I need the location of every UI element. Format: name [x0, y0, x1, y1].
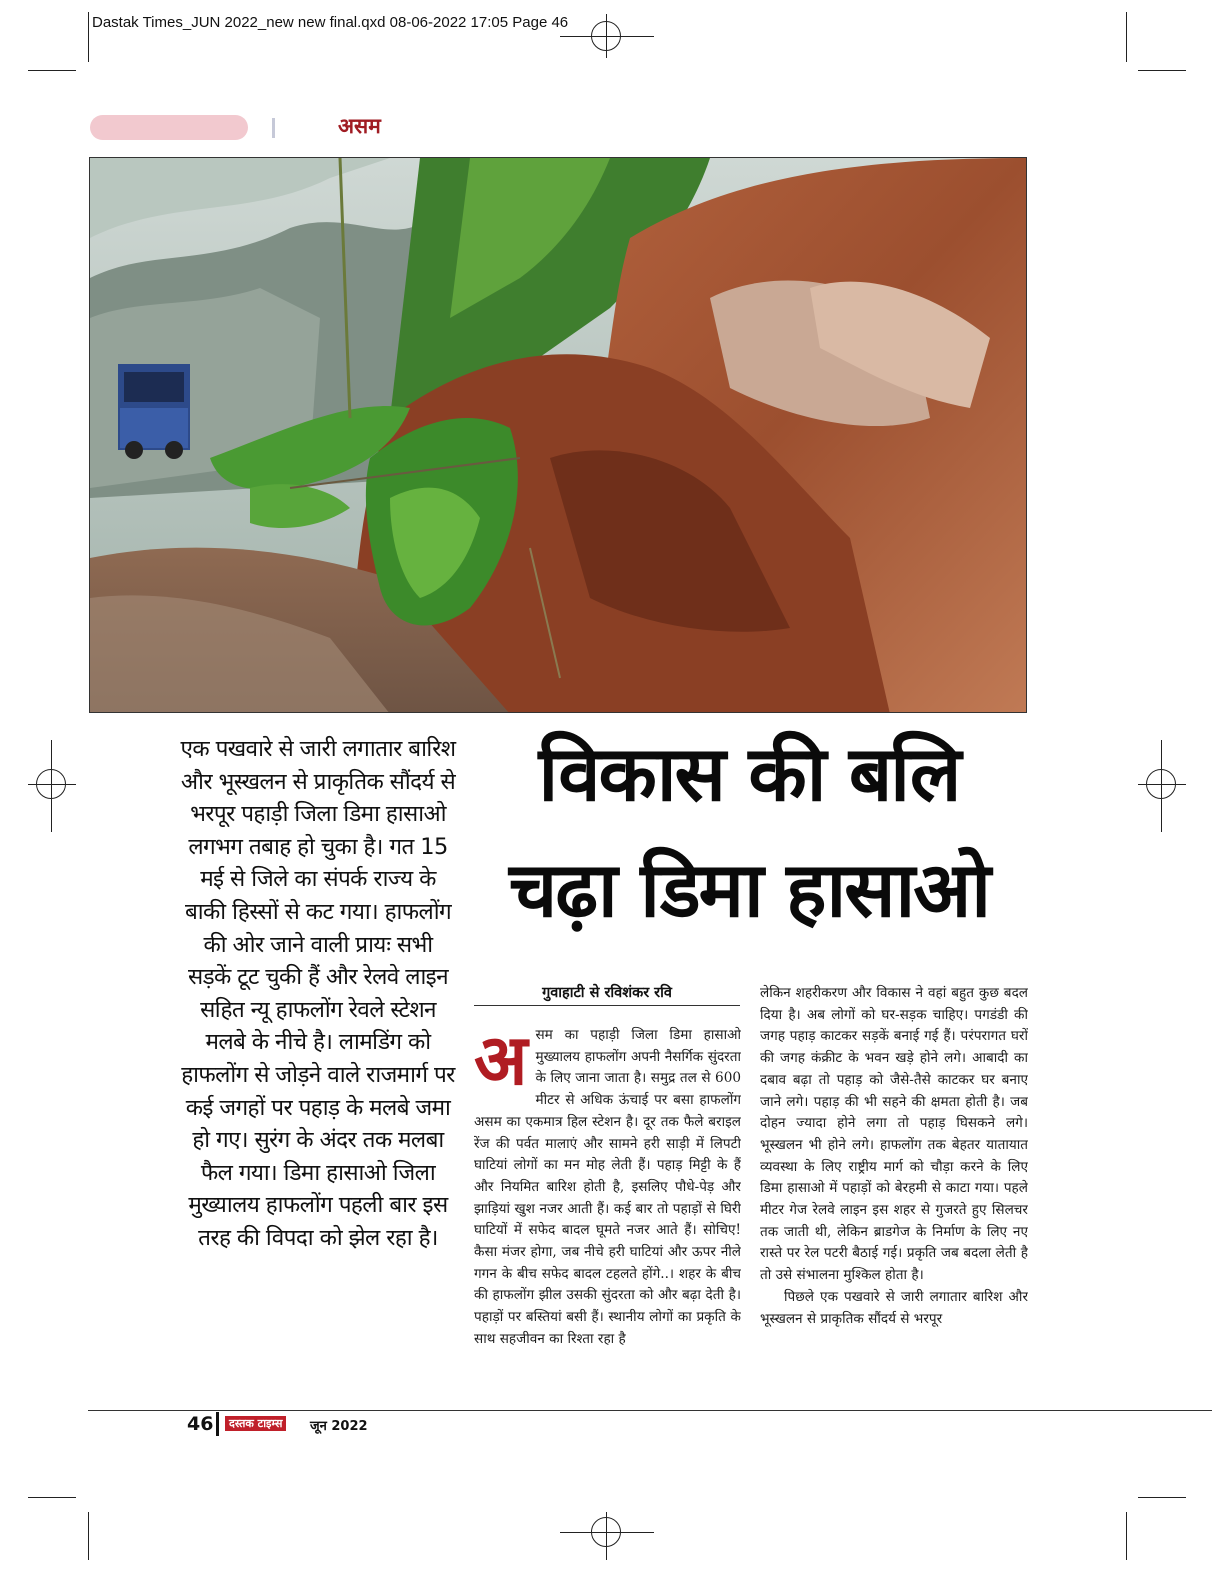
- footer-divider: [216, 1412, 219, 1436]
- section-pill: [90, 115, 248, 140]
- article-paragraph: सम का पहाड़ी जिला डिमा हासाओ मुख्यालय हाफलोंग अपनी नैसर्गिक सुंदरता के लिए जाना जाता है। समुद्र तल से 600 मीटर से अधिक ऊंचाई पर बसा हाफलोंग असम का एकमात्र हिल स्टेशन है। दूर तक फैले बराइल रेंज की पर्वत मालाएं और सामने हरी साड़ी में लिपटी घाटियां लोगों का मन मोह लेती हैं। पहाड़ मिट्टी के हैं और नियमित बारिश होती है, इसलिए पौधे-पेड़ और झाड़ियां खुश नजर आती हैं। कई बार तो पहाड़ों से घिरी घाटियों में सफेद बादल घूमते नजर आते हैं। सोचिए! कैसा मंजर होगा, जब नीचे हरी घाटियां और ऊपर नीले गगन के बीच सफेद बादल टहलते होंगे..। शहर के बीच की हाफलोंग झील उसकी सुंदरता को और बढ़ा देती है। पहाड़ों पर बस्तियां बसी हैं। स्थानीय लोगों का प्रकृति के साथ सहजीवन का रिश्ता रहा है: [474, 1027, 741, 1347]
- byline: गुवाहाटी से रविशंकर रवि: [542, 985, 672, 1001]
- footer-rule: [88, 1410, 1212, 1411]
- section-divider: [272, 118, 275, 138]
- byline-rule: [474, 1005, 740, 1006]
- magazine-logo: दस्तक टाइम्स: [225, 1416, 286, 1431]
- drop-cap: अ: [474, 1025, 528, 1101]
- print-slug: Dastak Times_JUN 2022_new new final.qxd 08-06-2022 17:05 Page 46: [92, 14, 569, 31]
- summary-deck: एक पखवारे से जारी लगातार बारिश और भूस्खलन से प्राकृतिक सौंदर्य से भरपूर पहाड़ी जिला डिमा हासाओ लगभग तबाह हो चुका है। गत 15 मई से जिले का संपर्क राज्य के बाकी हिस्सों से कट गया। हाफलोंग की ओर जाने वाली प्रायः सभी सड़कें टूट चुकी हैं और रेलवे लाइन सहित न्यू हाफलोंग रेवले स्टेशन मलबे के नीचे है। लामडिंग को हाफलोंग से जोड़ने वाले राजमार्ग पर कई जगहों पर पहाड़ के मलबे जमा हो गए। सुरंग के अंदर तक मलबा फैल गया। डिमा हासाओ जिला मुख्यालय हाफलोंग पहली बार इस तरह की विपदा को झेल रहा है।: [180, 736, 456, 1251]
- headline-line-2: चढ़ा डिमा हासाओ: [509, 845, 989, 934]
- article-paragraph: लेकिन शहरीकरण और विकास ने वहां बहुत कुछ बदल दिया है। अब लोगों को घर-सड़क चाहिए। पगडंडी की जगह पहाड़ काटकर सड़कें बनाई गई हैं। परंपरागत घरों की जगह कंक्रीट के भवन खड़े होने लगे। आबादी का दबाव बढ़ा तो पहाड़ को जैसे-तैसे काटकर घर बनाए जाने लगे। पहाड़ की भी सहने की क्षमता होती है। जब दोहन ज्यादा होने लगा तो पहाड़ घिसकने लगे। भूस्खलन भी होने लगे। हाफलोंग तक बेहतर यातायात व्यवस्था के लिए राष्ट्रीय मार्ग को चौड़ा करने के लिए डिमा हासाओ में पहाड़ों को बेरहमी से काटा गया। पहले मीटर गेज रेलवे लाइन इस शहर से गुजरते हुए सिलचर तक जाती थी, लेकिन ब्राडगेज के निर्माण के लिए नए रास्ते पर रेल पटरी बैठाई गई। प्रकृति जब बदला लेती है तो उसे संभालना मुश्किल होता है।: [760, 985, 1028, 1284]
- headline: [470, 716, 1028, 948]
- landslide-photo: [89, 157, 1027, 713]
- page-number: 46: [187, 1413, 214, 1435]
- section-label: असम: [338, 114, 381, 138]
- article-column-2: [760, 983, 1028, 1395]
- article-paragraph: पिछले एक पखवारे से जारी लगातार बारिश और भूस्खलन से प्राकृतिक सौंदर्य से भरपूर: [760, 1288, 1028, 1327]
- issue-date: जून 2022: [310, 1419, 368, 1434]
- headline-line-1: विकास की बलि: [538, 729, 960, 818]
- article-column-1: [474, 1025, 741, 1395]
